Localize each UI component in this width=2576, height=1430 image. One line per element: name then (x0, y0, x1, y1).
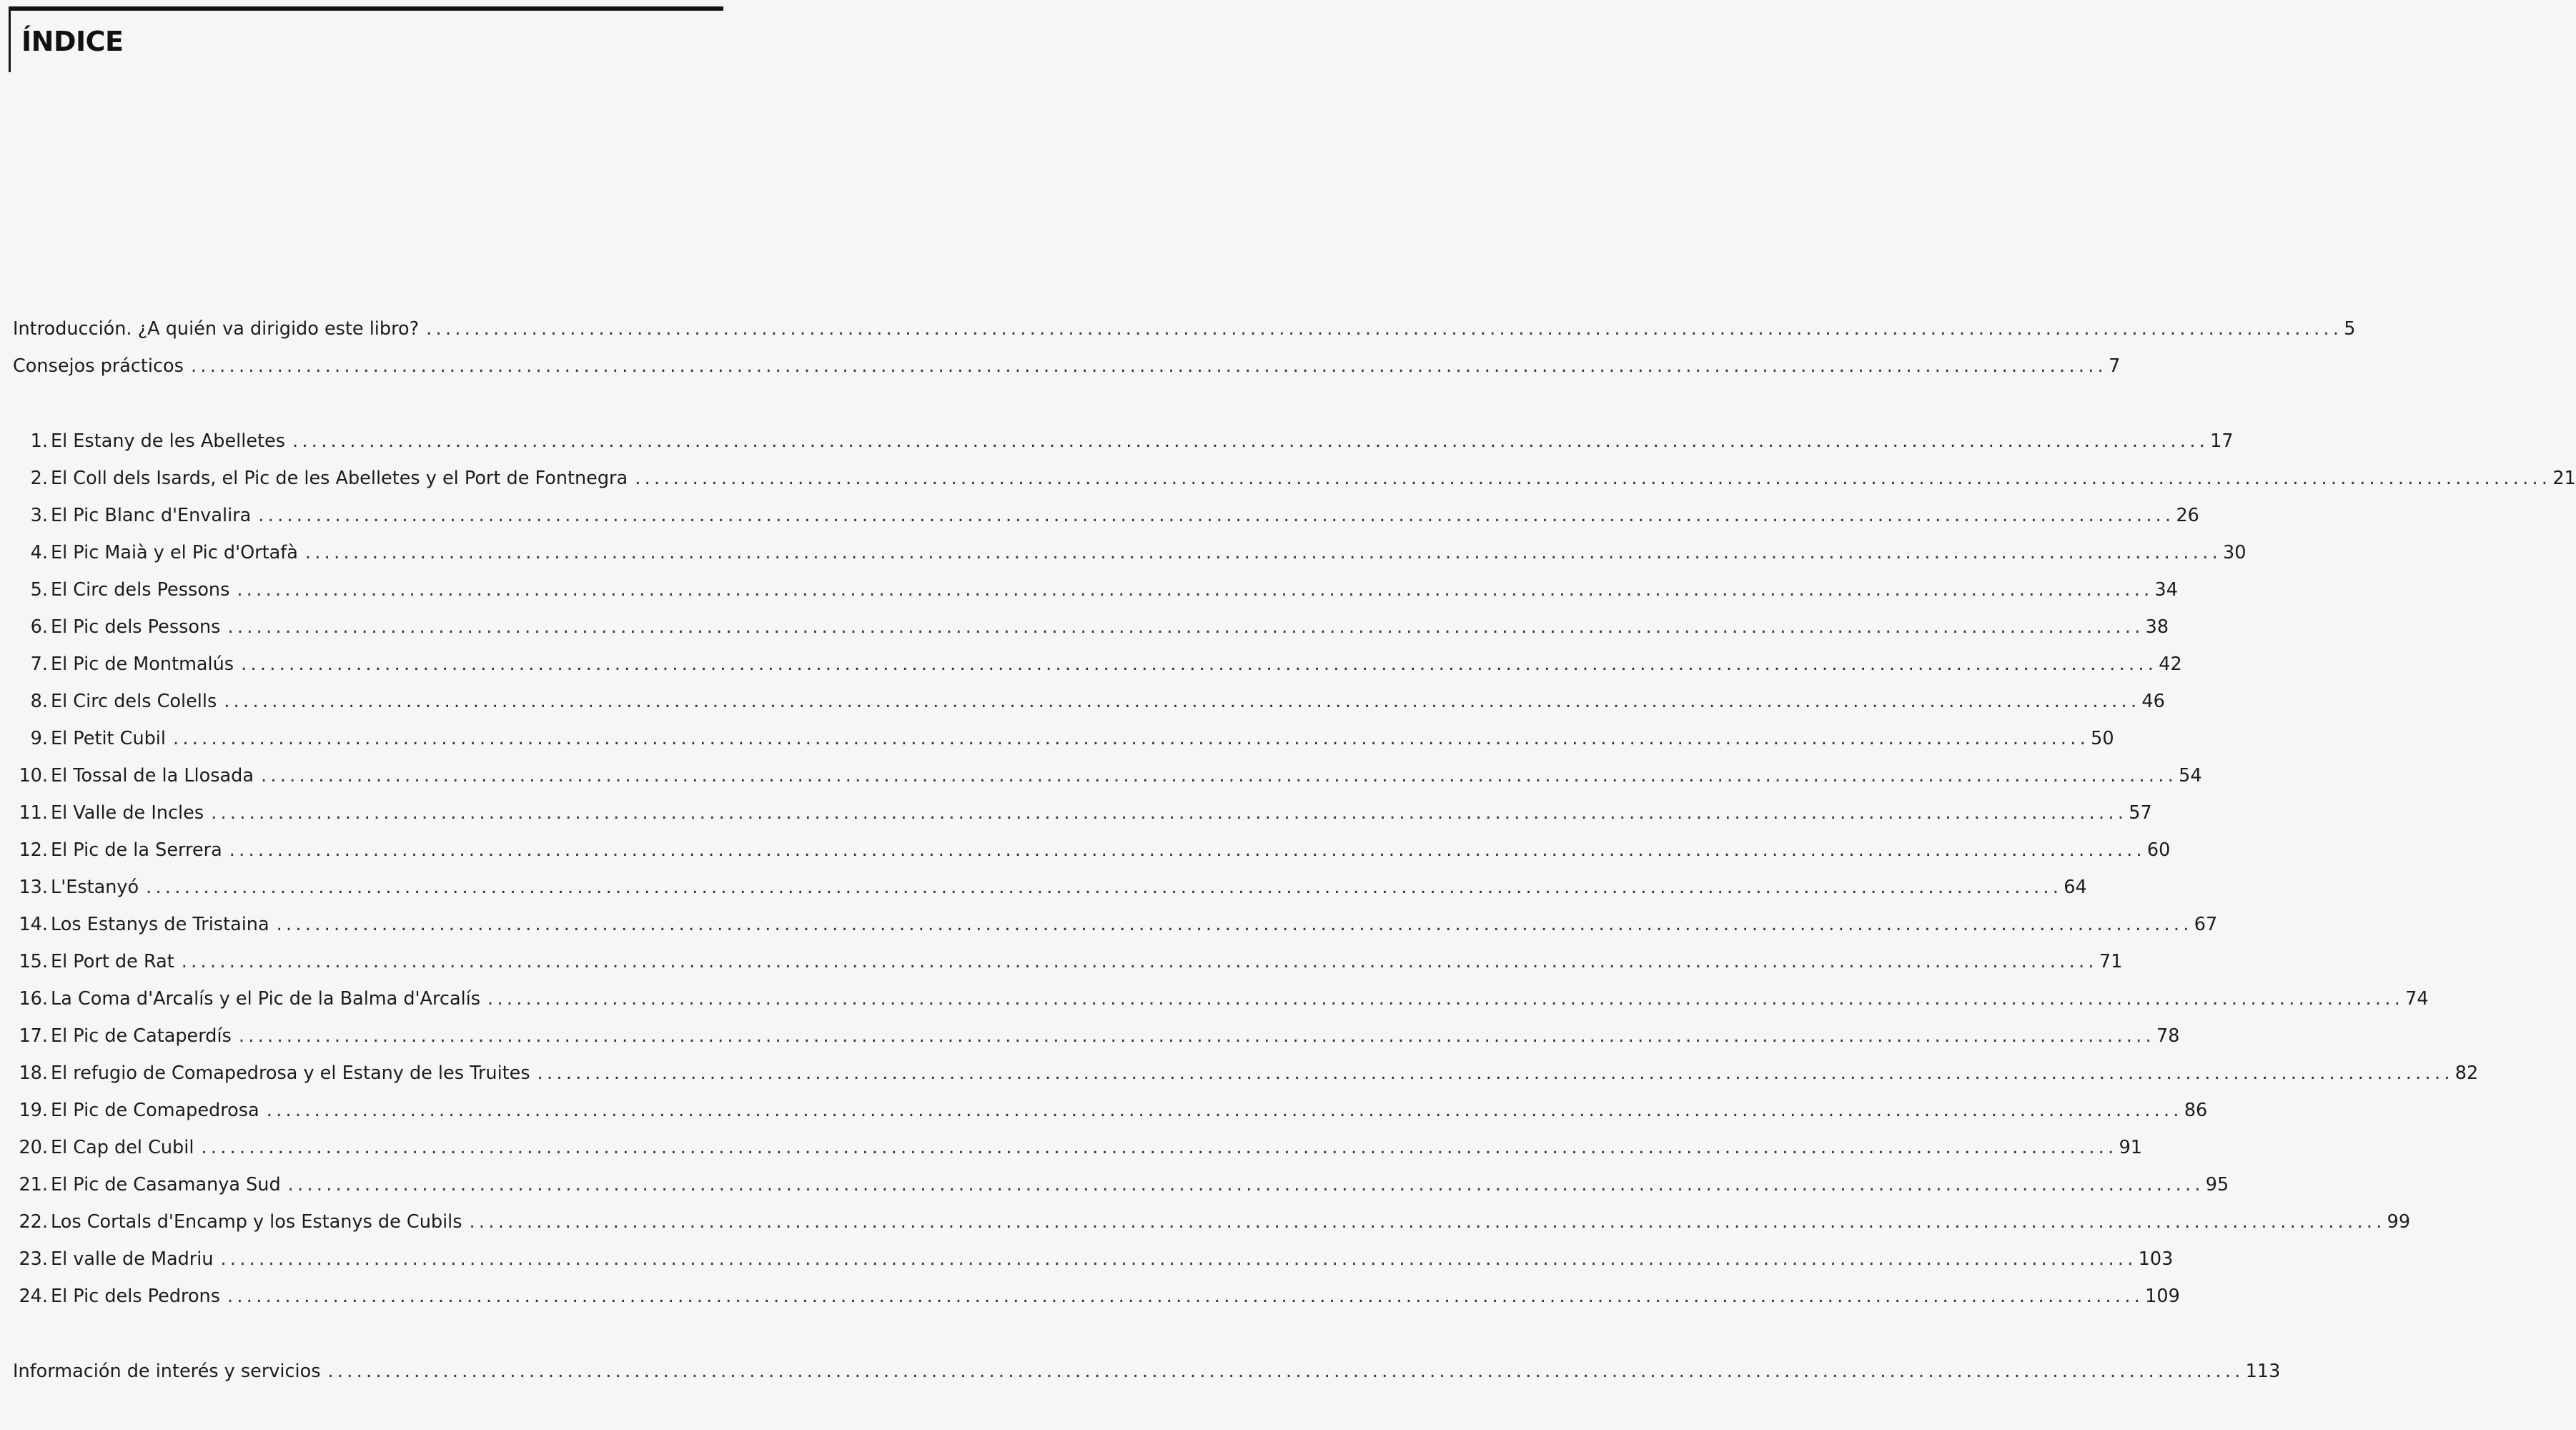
toc-entry-title: El Tossal de la Llosada (51, 765, 254, 786)
toc-entry-title: El Circ dels Colells (51, 691, 217, 712)
toc-entry (13, 724, 2114, 753)
toc-entry-page: 54 (2179, 765, 2202, 786)
toc-entry-page: 67 (2194, 914, 2218, 935)
toc-entry-page: 5 (2344, 318, 2356, 340)
toc-entry-number: 13. (19, 877, 48, 898)
toc-entry-number: 15. (19, 951, 48, 972)
toc-entry (13, 1357, 2281, 1386)
toc-entry-page: 99 (2387, 1211, 2411, 1233)
toc-entry-page: 91 (2119, 1137, 2143, 1158)
toc-entry-title: Los Estanys de Tristaina (51, 914, 269, 935)
toc-entry-number: 21. (19, 1174, 48, 1195)
toc-entry (13, 1282, 2180, 1311)
toc-entry (13, 1059, 2479, 1088)
toc-entry-page: 64 (2064, 877, 2087, 898)
toc-entry-number: 20. (19, 1137, 48, 1158)
toc-entry-number: 2. (30, 468, 48, 489)
toc-entry-page: 82 (2454, 1062, 2479, 1084)
toc-entry-page: 17 (2210, 430, 2234, 452)
dot-leader: ........................................................................................................................................................................................................ (190, 355, 2108, 377)
toc-entry-number: 17. (19, 1025, 48, 1047)
toc-entry-number: 11. (19, 802, 48, 824)
dot-leader: ........................................................................................................................................................................................................ (211, 802, 2128, 824)
toc-entry-page: 7 (2109, 355, 2121, 377)
toc-entry-page: 21 (2552, 468, 2576, 489)
toc-entry (13, 613, 2169, 641)
toc-entry-title: Los Cortals d'Encamp y los Estanys de Cubils (51, 1211, 462, 1233)
toc-entry-number: 19. (19, 1100, 48, 1121)
dot-leader: ........................................................................................................................................................................................................ (224, 691, 2141, 712)
toc-entry-title: El Port de Rat (51, 951, 174, 972)
toc-entry-title: El valle de Madriu (51, 1248, 214, 1270)
dot-leader: ........................................................................................................................................................................................................ (537, 1062, 2454, 1084)
toc-entry (13, 650, 2182, 679)
toc-entry-number: 4. (30, 542, 48, 563)
dot-leader: ........................................................................................................................................................................................................ (258, 505, 2175, 526)
toc-entry-title: El Pic de Montmalús (51, 654, 234, 675)
toc-entry (13, 1170, 2229, 1199)
toc-entry-number: 6. (30, 616, 48, 638)
toc-entry-number: 8. (30, 691, 48, 712)
toc-entry-page: 74 (2405, 988, 2429, 1010)
toc-entry-number: 7. (30, 654, 48, 675)
toc-entry (13, 1208, 2411, 1236)
toc-entry-page: 95 (2205, 1174, 2229, 1195)
dot-leader: ........................................................................................................................................................................................................ (238, 1025, 2155, 1047)
toc-entry-page: 42 (2159, 654, 2182, 675)
toc-entry-title: El Pic de la Serrera (51, 839, 222, 861)
toc-entry (13, 538, 2246, 567)
toc-entry (13, 352, 2121, 380)
toc-entry-page: 86 (2184, 1100, 2208, 1121)
toc-entry-title: El Petit Cubil (51, 728, 166, 749)
toc-entry-title: El refugio de Comapedrosa y el Estany de les Truites (51, 1062, 530, 1084)
dot-leader: ........................................................................................................................................................................................................ (260, 765, 2178, 786)
toc-entry-title: El Pic Maià y el Pic d'Ortafà (51, 542, 298, 563)
toc-entry-page: 60 (2146, 839, 2171, 861)
dot-leader: ........................................................................................................................................................................................................ (227, 1286, 2144, 1307)
dot-leader: ........................................................................................................................................................................................................ (287, 1174, 2204, 1195)
toc-entry-page: 34 (2154, 579, 2178, 601)
toc-entry (13, 836, 2171, 864)
toc-entry-page: 38 (2145, 616, 2169, 638)
dot-leader: ........................................................................................................................................................................................................ (327, 1361, 2244, 1382)
toc-entry-page: 109 (2145, 1286, 2180, 1307)
top-rule (9, 6, 723, 11)
toc-entry-title: El Pic dels Pedrons (51, 1286, 220, 1307)
toc-entry (13, 576, 2178, 604)
dot-leader: ........................................................................................................................................................................................................ (146, 877, 2063, 898)
toc-entry-title: El Pic Blanc d'Envalira (51, 505, 252, 526)
toc-entry (13, 1133, 2143, 1162)
dot-leader: ........................................................................................................................................................................................................ (201, 1137, 2118, 1158)
dot-leader: ........................................................................................................................................................................................................ (241, 654, 2158, 675)
dot-leader: ........................................................................................................................................................................................................ (181, 951, 2098, 972)
toc-entry (13, 873, 2087, 902)
toc-entry-number: 22. (19, 1211, 48, 1233)
toc-entry (13, 315, 2356, 343)
dot-leader: ........................................................................................................................................................................................................ (229, 839, 2146, 861)
toc-entry-number: 3. (30, 505, 48, 526)
dot-leader: ........................................................................................................................................................................................................ (635, 468, 2552, 489)
toc-entry (13, 1245, 2174, 1273)
toc-entry (13, 687, 2165, 716)
side-rule (9, 6, 11, 72)
toc-entry-page: 103 (2138, 1248, 2174, 1270)
toc-entry (13, 501, 2199, 530)
dot-leader: ........................................................................................................................................................................................................ (469, 1211, 2386, 1233)
toc-entry-page: 26 (2176, 505, 2199, 526)
toc-entry-number: 24. (19, 1286, 48, 1307)
toc-entry (13, 910, 2218, 939)
toc-entry-page: 78 (2156, 1025, 2180, 1047)
toc-entry-number: 9. (30, 728, 48, 749)
toc-entry (13, 761, 2202, 790)
dot-leader: ........................................................................................................................................................................................................ (426, 318, 2343, 340)
dot-leader: ........................................................................................................................................................................................................ (266, 1100, 2183, 1121)
dot-leader: ........................................................................................................................................................................................................ (172, 728, 2090, 749)
toc-entry-title: El Estany de les Abelletes (51, 430, 285, 452)
toc-entry-number: 23. (19, 1248, 48, 1270)
toc-entry-number: 5. (30, 579, 48, 601)
toc-entry-title: Introducción. ¿A quién va dirigido este libro? (13, 318, 420, 340)
toc-entry-number: 10. (19, 765, 48, 786)
toc-entry-page: 30 (2223, 542, 2246, 563)
page-title: ÍNDICE (21, 26, 124, 57)
dot-leader: ........................................................................................................................................................................................................ (220, 1248, 2137, 1270)
toc-entry (13, 427, 2234, 455)
toc-entry-number: 12. (19, 839, 48, 861)
toc-entry (13, 464, 2576, 493)
toc-entry-page: 46 (2141, 691, 2165, 712)
toc-entry-page: 57 (2129, 802, 2152, 824)
toc-entry (13, 1096, 2208, 1125)
dot-leader: ........................................................................................................................................................................................................ (227, 616, 2144, 638)
toc-entry-title: El Pic de Casamanya Sud (51, 1174, 281, 1195)
toc-entry (13, 947, 2123, 976)
toc-entry-title: El Pic de Cataperdís (51, 1025, 232, 1047)
toc-entry-title: El Coll dels Isards, el Pic de les Abelletes y el Port de Fontnegra (51, 468, 628, 489)
toc-entry-page: 50 (2091, 728, 2114, 749)
toc-entry-title: La Coma d'Arcalís y el Pic de la Balma d'Arcalís (51, 988, 481, 1010)
toc-entry-number: 1. (30, 430, 48, 452)
dot-leader: ........................................................................................................................................................................................................ (276, 914, 2193, 935)
dot-leader: ........................................................................................................................................................................................................ (237, 579, 2154, 601)
toc-entry-title: El Pic dels Pessons (51, 616, 221, 638)
toc-entry (13, 1022, 2180, 1050)
toc-entry-title: L'Estanyó (51, 877, 139, 898)
toc-entry-title: El Valle de Incles (51, 802, 204, 824)
toc-entry-number: 16. (19, 988, 48, 1010)
toc-entry-title: El Cap del Cubil (51, 1137, 194, 1158)
toc-entry-title: Información de interés y servicios (13, 1361, 321, 1382)
toc-entry-title: El Pic de Comapedrosa (51, 1100, 259, 1121)
toc-entry-title: Consejos prácticos (13, 355, 184, 377)
toc-entry-title: El Circ dels Pessons (51, 579, 230, 601)
dot-leader: ........................................................................................................................................................................................................ (487, 988, 2404, 1010)
toc-entry-number: 18. (19, 1062, 48, 1084)
dot-leader: ........................................................................................................................................................................................................ (292, 430, 2209, 452)
toc-entry (13, 985, 2429, 1013)
toc-entry-page: 71 (2099, 951, 2123, 972)
toc-entry (13, 799, 2152, 827)
toc-entry-number: 14. (19, 914, 48, 935)
dot-leader: ........................................................................................................................................................................................................ (304, 542, 2221, 563)
toc-entry-page: 113 (2245, 1361, 2281, 1382)
